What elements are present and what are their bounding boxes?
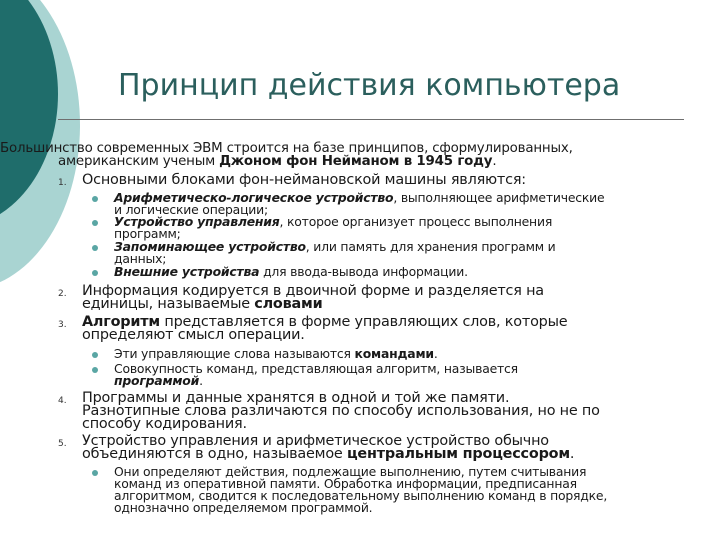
item-1-sub-1-line-2: и логические операции; bbox=[114, 202, 268, 217]
item-5-line-1: Устройство управления и арифметическое устройство обычно bbox=[82, 433, 549, 449]
item-2-line-1: Информация кодируется в двоичной форме и разделяется на bbox=[82, 283, 544, 299]
item-3-line-2: определяют смысл операции. bbox=[82, 327, 305, 343]
item-4-line-1: Программы и данные хранятся в одной и той же памяти. bbox=[82, 390, 510, 406]
item-1-sub-3-line-2: данных; bbox=[114, 251, 167, 266]
bullet-dot bbox=[92, 270, 98, 276]
slide-title: Принцип действия компьютера bbox=[118, 68, 621, 103]
item-1-sub-2-line-2: программ; bbox=[114, 226, 181, 241]
bullet-dot bbox=[92, 220, 98, 226]
item-2-line-2: единицы, называемые словами bbox=[82, 296, 323, 312]
item-3-sub-2-line-2: программой. bbox=[114, 373, 203, 388]
item-1-marker: 1. bbox=[58, 178, 67, 188]
bullet-dot bbox=[92, 470, 98, 476]
item-5-sub-1-line-2: команд из оперативной памяти. Обработка информации, предписанная bbox=[114, 476, 577, 491]
item-4-line-3: способу кодирования. bbox=[82, 416, 247, 432]
item-5-sub-1-line-3: алгоритмом, сводится к последовательному выполнению команд в порядке, bbox=[114, 488, 608, 503]
item-2-marker: 2. bbox=[58, 289, 67, 299]
bullet-dot bbox=[92, 367, 98, 373]
item-5-sub-1-line-4: однозначно определяемом программой. bbox=[114, 500, 373, 515]
item-1-sub-4-line-1: Внешние устройства для ввода-вывода информации. bbox=[114, 264, 468, 279]
bullet-dot bbox=[92, 196, 98, 202]
intro-line-1: Большинство современных ЭВМ строится на базе принципов, сформулированных, bbox=[0, 141, 573, 156]
item-5-sub-1-line-1: Они определяют действия, подлежащие выполнению, путем считывания bbox=[114, 464, 587, 479]
item-3-sub-1: Эти управляющие слова называются командами. bbox=[114, 346, 438, 361]
item-1-sub-1-line-1: Арифметическо-логическое устройство, выполняющее арифметические bbox=[114, 190, 605, 205]
bullet-dot bbox=[92, 352, 98, 358]
item-3-sub-2-line-1: Совокупность команд, представляющая алгоритм, называется bbox=[114, 361, 518, 376]
item-5-marker: 5. bbox=[58, 439, 67, 449]
item-1-sub-3-line-1: Запоминающее устройство, или память для хранения программ и bbox=[114, 239, 556, 254]
item-3-line-1: Алгоритм представляется в форме управляющих слов, которые bbox=[82, 314, 568, 330]
bullet-dot bbox=[92, 245, 98, 251]
item-4-marker: 4. bbox=[58, 396, 67, 406]
item-1-text: Основными блоками фон-неймановской машины являются: bbox=[82, 172, 526, 188]
intro-line-2: американским ученым Джоном фон Нейманом в 1945 году. bbox=[58, 154, 497, 169]
item-1-sub-2-line-1: Устройство управления, которое организует процесс выполнения bbox=[114, 214, 553, 229]
item-4-line-2: Разнотипные слова различаются по способу использования, но не по bbox=[82, 403, 600, 419]
item-3-marker: 3. bbox=[58, 320, 67, 330]
item-5-line-2: объединяются в одно, называемое центральным процессором. bbox=[82, 446, 575, 462]
